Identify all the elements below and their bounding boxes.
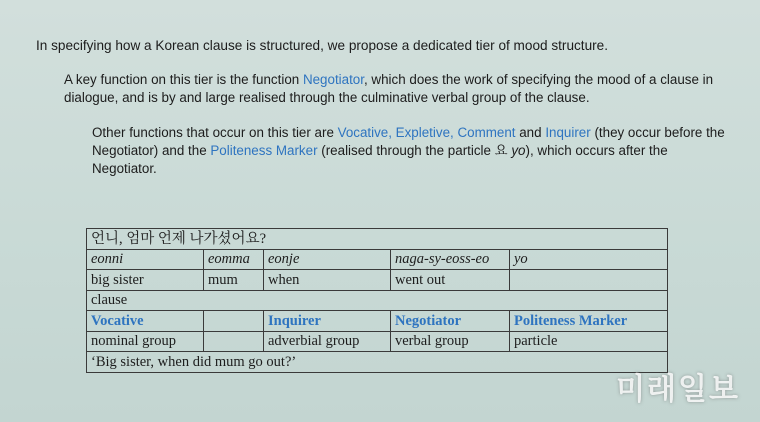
inquirer-term: Inquirer: [545, 125, 591, 140]
romanization-cell: eonje: [264, 249, 391, 270]
intro-paragraph: In specifying how a Korean clause is structured, we propose a dedicated tier of mood structure.: [36, 38, 608, 53]
translation: ‘Big sister, when did mum go out?’: [87, 352, 668, 373]
clause-label: clause: [87, 290, 668, 311]
group-cell: verbal group: [391, 331, 510, 352]
other-functions-text-4: (realised through the particle 요: [317, 143, 512, 158]
yo-romanization: yo: [511, 143, 526, 158]
watermark-logo: 미래일보: [616, 372, 740, 407]
korean-sentence-row: [87, 229, 668, 250]
gloss-cell: mum: [204, 270, 264, 291]
gloss-cell: when: [264, 270, 391, 291]
functions-list-term: Vocative, Expletive, Comment: [337, 125, 516, 140]
romanization-cell: yo: [510, 249, 668, 270]
romanization-row: [87, 249, 668, 270]
other-functions-text-2: and: [515, 125, 546, 140]
function-cell: Vocative: [87, 311, 204, 332]
function-row: [87, 311, 668, 332]
negotiator-paragraph: [64, 71, 734, 107]
romanization-cell: eonni: [87, 249, 204, 270]
romanization-cell: naga-sy-eoss-eo: [391, 249, 510, 270]
negotiator-text-before: A key function on this tier is the function: [64, 72, 303, 87]
group-cell: [204, 331, 264, 352]
translation-row: [87, 352, 668, 373]
gloss-table: [86, 228, 668, 373]
function-cell: Negotiator: [391, 311, 510, 332]
clause-row: [87, 290, 668, 311]
group-cell: adverbial group: [264, 331, 391, 352]
politeness-marker-term: Politeness Marker: [210, 143, 318, 158]
other-functions-text-1: Other functions that occur on this tier are: [92, 125, 338, 140]
function-cell: Inquirer: [264, 311, 391, 332]
other-functions-text-3: (they occur before the Negotiator) and the: [92, 125, 725, 158]
function-cell: Politeness Marker: [510, 311, 668, 332]
group-row: [87, 331, 668, 352]
negotiator-text-after: , which does the work of specifying the mood of a clause in dialogue, and is by and large realised through the culminative verbal group of the clause.: [64, 72, 714, 105]
group-cell: nominal group: [87, 331, 204, 352]
group-cell: particle: [510, 331, 668, 352]
gloss-cell: big sister: [87, 270, 204, 291]
gloss-cell: went out: [391, 270, 510, 291]
other-functions-paragraph: [92, 124, 732, 178]
romanization-cell: eomma: [204, 249, 264, 270]
other-functions-text-5: ), which occurs after the Negotiator.: [92, 143, 668, 176]
function-cell: [204, 311, 264, 332]
gloss-cell: [510, 270, 668, 291]
korean-sentence: 언니, 엄마 언제 나가셨어요?: [87, 229, 668, 250]
gloss-row: [87, 270, 668, 291]
negotiator-term: Negotiator: [302, 72, 364, 87]
